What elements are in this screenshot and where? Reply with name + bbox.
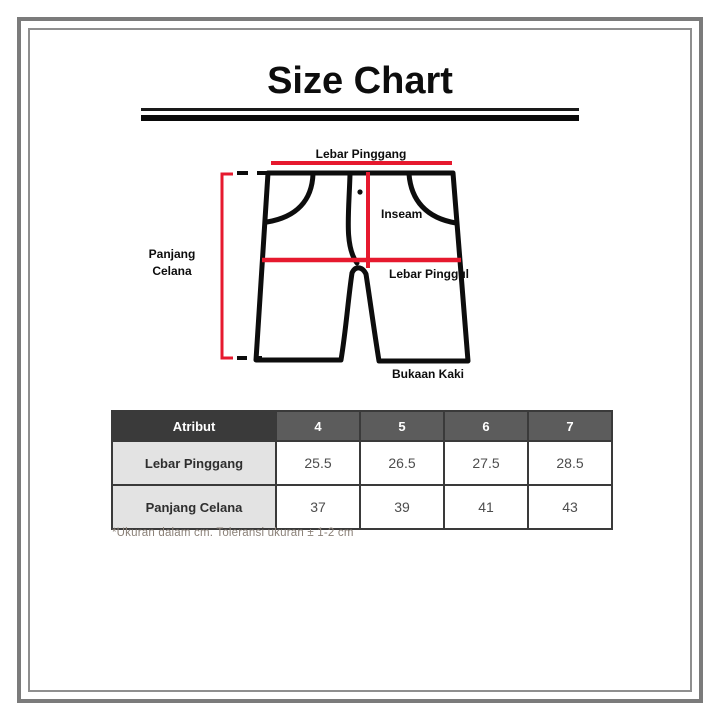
- left-pocket-curve: [267, 174, 313, 222]
- inseam-label: Inseam: [381, 207, 423, 221]
- fly-seam-line: [348, 174, 357, 263]
- title-divider: [141, 108, 579, 121]
- table-row-waist: [112, 441, 612, 485]
- length-label-line1: Panjang: [148, 247, 196, 261]
- size-column-header-4: 4: [276, 411, 360, 441]
- value-cell: 26.5: [360, 441, 444, 485]
- title-divider-thick-line: [141, 115, 579, 121]
- value-cell: 28.5: [528, 441, 612, 485]
- attribute-column-header: Atribut: [112, 411, 276, 441]
- length-measure-bracket: [222, 174, 233, 358]
- size-column-header-6: 6: [444, 411, 528, 441]
- size-table-header-row: [112, 411, 612, 441]
- size-column-header-5: 5: [360, 411, 444, 441]
- attribute-cell: Lebar Pinggang: [112, 441, 276, 485]
- attribute-cell: Panjang Celana: [112, 485, 276, 529]
- value-cell: 37: [276, 485, 360, 529]
- value-cell: 39: [360, 485, 444, 529]
- size-table: [111, 410, 613, 530]
- value-cell: 27.5: [444, 441, 528, 485]
- leg-opening-label: Bukaan Kaki: [391, 367, 465, 381]
- length-label-line2: Celana: [152, 264, 192, 278]
- value-cell: 25.5: [276, 441, 360, 485]
- waist-button-dot: [357, 189, 362, 194]
- value-cell: 41: [444, 485, 528, 529]
- size-tolerance-footnote: *Ukuran dalam cm. Toleransi ukuran ± 1-2 cm: [112, 527, 354, 539]
- waist-label: Lebar Pinggang: [315, 147, 407, 161]
- page-title: Size Chart: [267, 60, 453, 102]
- value-cell: 43: [528, 485, 612, 529]
- size-column-header-7: 7: [528, 411, 612, 441]
- hip-label: Lebar Pinggul: [389, 267, 470, 281]
- shorts-measurement-diagram: [140, 143, 480, 388]
- table-row-length: [112, 485, 612, 529]
